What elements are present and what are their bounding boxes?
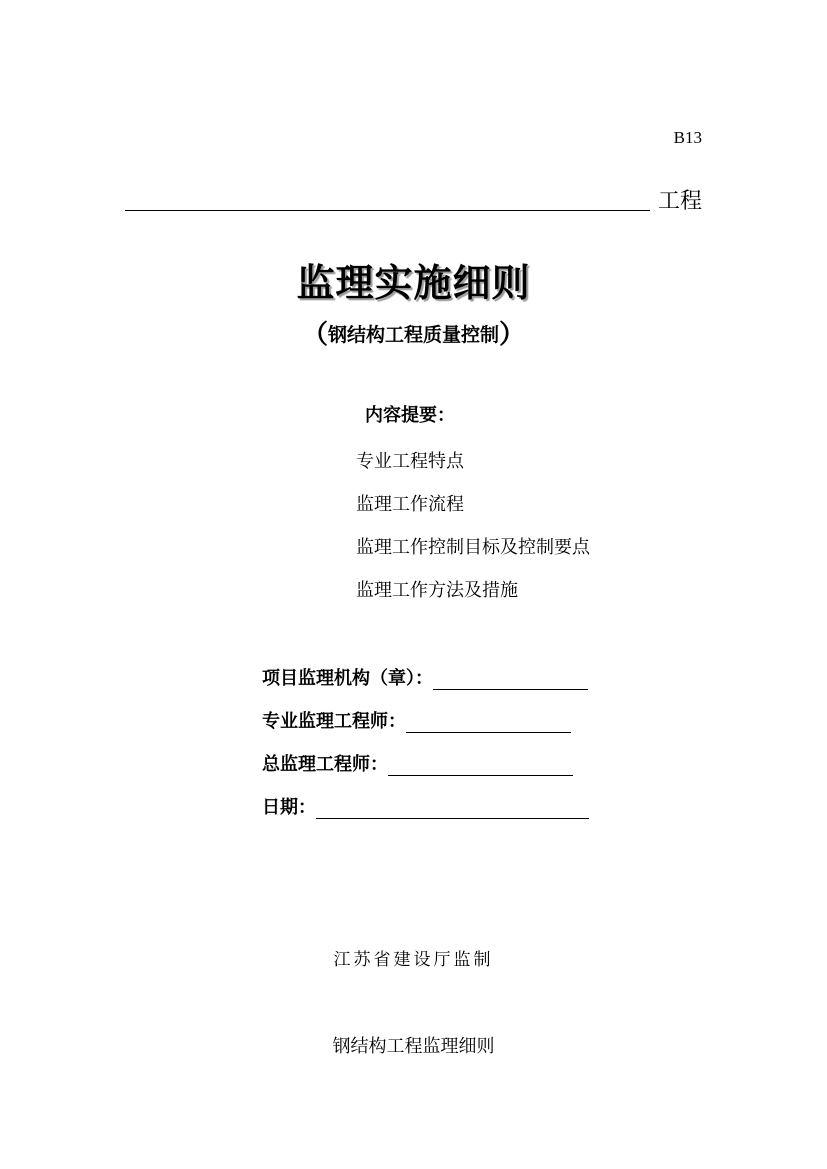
- signature-blank[interactable]: [316, 798, 589, 819]
- main-title: 监理实施细则: [296, 261, 531, 305]
- subtitle-text: 钢结构工程质量控制: [327, 324, 499, 346]
- subtitle: [0, 314, 827, 351]
- signature-row-organization: [262, 664, 588, 690]
- signature-row-date: [262, 793, 589, 819]
- summary-item: 专业工程特点: [356, 451, 464, 472]
- signature-blank[interactable]: [406, 712, 571, 733]
- project-name-blank: [125, 210, 650, 211]
- signature-blank[interactable]: [388, 755, 573, 776]
- supervised-by: 江苏省建设厅监制: [333, 950, 494, 970]
- signature-row-specialist: [262, 707, 571, 733]
- signature-label: 专业监理工程师：: [262, 711, 406, 732]
- signature-label: 日期：: [262, 797, 316, 818]
- summary-heading: 内容提要：: [365, 405, 455, 426]
- signature-blank[interactable]: [433, 669, 588, 690]
- signature-label: 项目监理机构（章）：: [262, 668, 433, 689]
- subtitle-close-paren: ）: [499, 320, 526, 350]
- signature-label: 总监理工程师：: [262, 754, 388, 775]
- project-suffix: 工程: [657, 189, 702, 214]
- subtitle-open-paren: （: [301, 320, 328, 350]
- form-code: B13: [673, 128, 702, 147]
- footer-title: 钢结构工程监理细则: [332, 1036, 495, 1057]
- summary-item: 监理工作控制目标及控制要点: [356, 537, 590, 558]
- signature-row-chief: [262, 750, 573, 776]
- summary-item: 监理工作流程: [356, 494, 464, 515]
- summary-item: 监理工作方法及措施: [356, 580, 518, 601]
- project-name-line: [125, 184, 702, 214]
